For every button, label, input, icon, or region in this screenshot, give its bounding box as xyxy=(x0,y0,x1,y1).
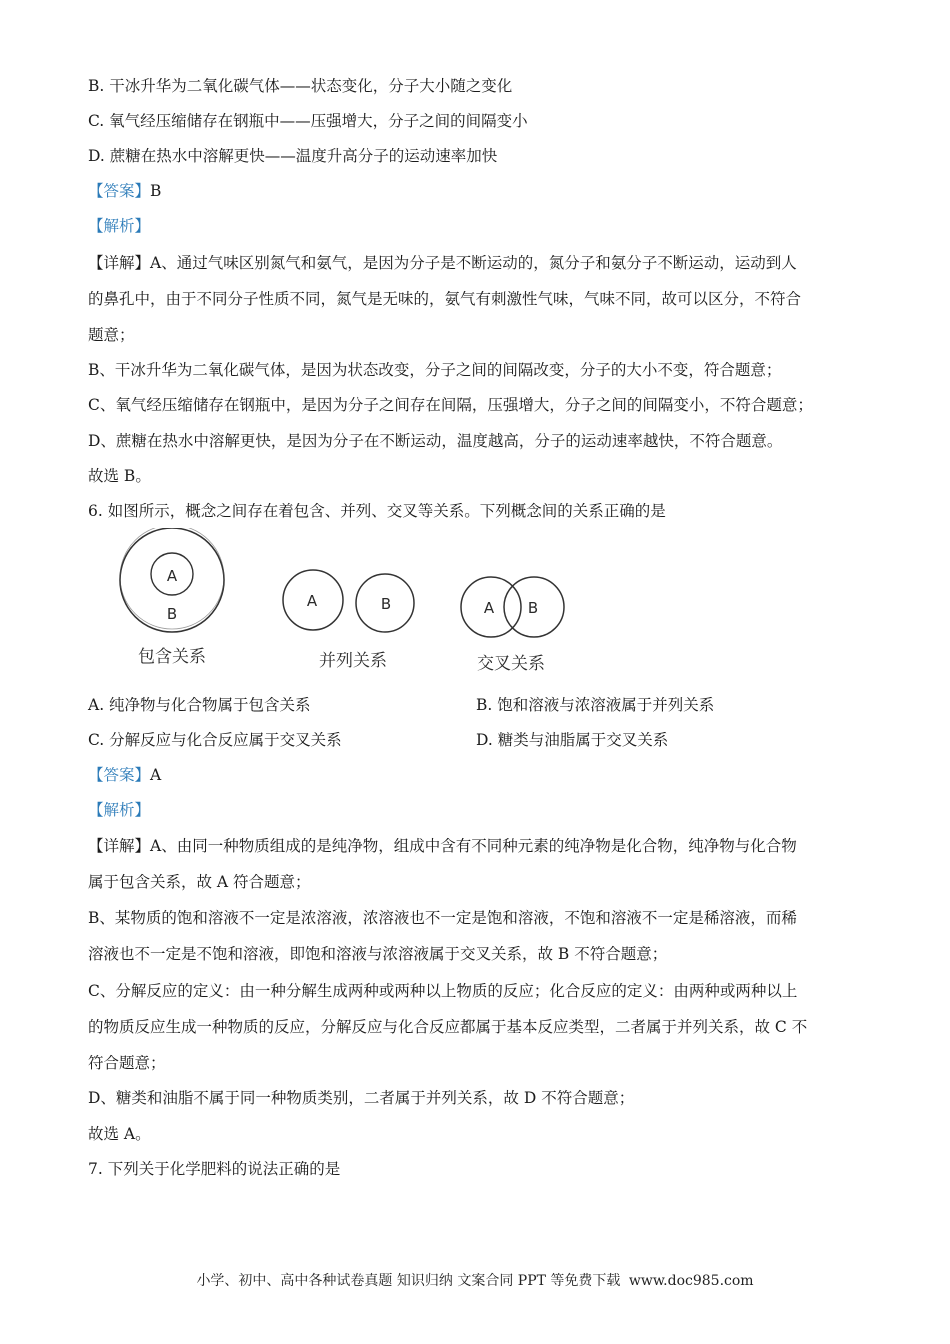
include-outer-label: B xyxy=(166,605,178,623)
q6-detail-c-3: 符合题意； xyxy=(88,1054,166,1072)
q5-detail-c: C、氧气经压缩储存在钢瓶中，是因为分子之间存在间隔，压强增大，分子之间的间隔变小，不符合题意； xyxy=(88,396,813,414)
q6-option-a: A. 纯净物与化合物属于包含关系 xyxy=(88,696,311,714)
q6-stem: 6. 如图所示，概念之间存在着包含、并列、交叉等关系。下列概念间的关系正确的是 xyxy=(88,502,666,520)
detail-tag: 【详解】 xyxy=(88,837,151,855)
q6-option-d: D. 糖类与油脂属于交叉关系 xyxy=(476,731,669,749)
q6-detail-a-2: 属于包含关系，故 A 符合题意； xyxy=(88,873,311,891)
cross-left-label: A xyxy=(483,599,495,617)
q6-detail-a-1 xyxy=(88,836,797,856)
q6-answer xyxy=(88,765,161,785)
q5-option-b: B. 干冰升华为二氧化碳气体——状态变化，分子大小随之变化 xyxy=(88,77,513,95)
include-caption: 包含关系 xyxy=(138,647,206,667)
q6-conclusion: 故选 A。 xyxy=(88,1125,151,1143)
footer-link[interactable]: www.doc985.com xyxy=(628,1273,754,1289)
detail-text: A、由同一种物质组成的是纯净物，组成中含有不同种元素的纯净物是化合物，纯净物与化合物 xyxy=(150,837,797,855)
q5-detail-d: D、蔗糖在热水中溶解更快，是因为分子在不断运动，温度越高，分子的运动速率越快，不符合题意。 xyxy=(88,432,783,450)
include-relation-figure xyxy=(120,528,224,667)
q6-detail-c-2: 的物质反应生成一种物质的反应，分解反应与化合反应都属于基本反应类型，二者属于并列关系，故 C 不 xyxy=(88,1018,808,1036)
include-inner-label: A xyxy=(166,567,178,585)
q5-analysis-tag: 【解析】 xyxy=(88,217,151,235)
q5-option-c: C. 氧气经压缩储存在钢瓶中——压强增大，分子之间的间隔变小 xyxy=(88,112,528,130)
detail-tag: 【详解】 xyxy=(88,254,151,272)
footer-text: 小学、初中、高中各种试卷真题 知识归纳 文案合同 PPT 等免费下载 xyxy=(196,1273,621,1289)
answer-value: B xyxy=(150,182,162,200)
q6-detail-c-1: C、分解反应的定义：由一种分解生成两种或两种以上物质的反应；化合反应的定义：由两种或两种以上 xyxy=(88,982,798,1000)
q6-detail-b-2: 溶液也不一定是不饱和溶液，即饱和溶液与浓溶液属于交叉关系，故 B 不符合题意； xyxy=(88,945,668,963)
q6-option-c: C. 分解反应与化合反应属于交叉关系 xyxy=(88,731,342,749)
q6-analysis-tag: 【解析】 xyxy=(88,801,151,819)
cross-right-label: B xyxy=(527,599,539,617)
parallel-relation-figure xyxy=(283,570,414,671)
q5-answer xyxy=(88,181,161,201)
concept-relation-diagram xyxy=(108,528,578,678)
q5-option-d: D. 蔗糖在热水中溶解更快——温度升高分子的运动速率加快 xyxy=(88,147,498,165)
answer-value: A xyxy=(150,766,162,784)
answer-tag: 【答案】 xyxy=(88,766,151,784)
parallel-left-label: A xyxy=(306,592,318,610)
parallel-right-label: B xyxy=(380,595,392,613)
q5-detail-a-2: 的鼻孔中，由于不同分子性质不同，氮气是无味的，氨气有刺激性气味，气味不同，故可以区分，不符合 xyxy=(88,290,802,308)
cross-relation-figure xyxy=(461,577,564,674)
q5-detail-a-3: 题意； xyxy=(88,326,135,344)
q7-stem: 7. 下列关于化学肥料的说法正确的是 xyxy=(88,1160,341,1178)
answer-tag: 【答案】 xyxy=(88,182,151,200)
cross-caption: 交叉关系 xyxy=(477,654,545,674)
parallel-caption: 并列关系 xyxy=(319,651,387,671)
q6-detail-d: D、糖类和油脂不属于同一种物质类别，二者属于并列关系，故 D 不符合题意； xyxy=(88,1089,635,1107)
detail-text: A、通过气味区别氮气和氨气，是因为分子是不断运动的，氮分子和氨分子不断运动，运动到人 xyxy=(150,254,797,272)
q5-detail-a-1 xyxy=(88,253,797,273)
q5-detail-b: B、干冰升华为二氧化碳气体，是因为状态改变，分子之间的间隔改变，分子的大小不变，符合题意； xyxy=(88,361,782,379)
q5-conclusion: 故选 B。 xyxy=(88,467,151,485)
page-footer xyxy=(0,1270,950,1290)
q6-detail-b-1: B、某物质的饱和溶液不一定是浓溶液，浓溶液也不一定是饱和溶液，不饱和溶液不一定是稀溶液，而稀 xyxy=(88,909,797,927)
q6-option-b: B. 饱和溶液与浓溶液属于并列关系 xyxy=(476,696,715,714)
